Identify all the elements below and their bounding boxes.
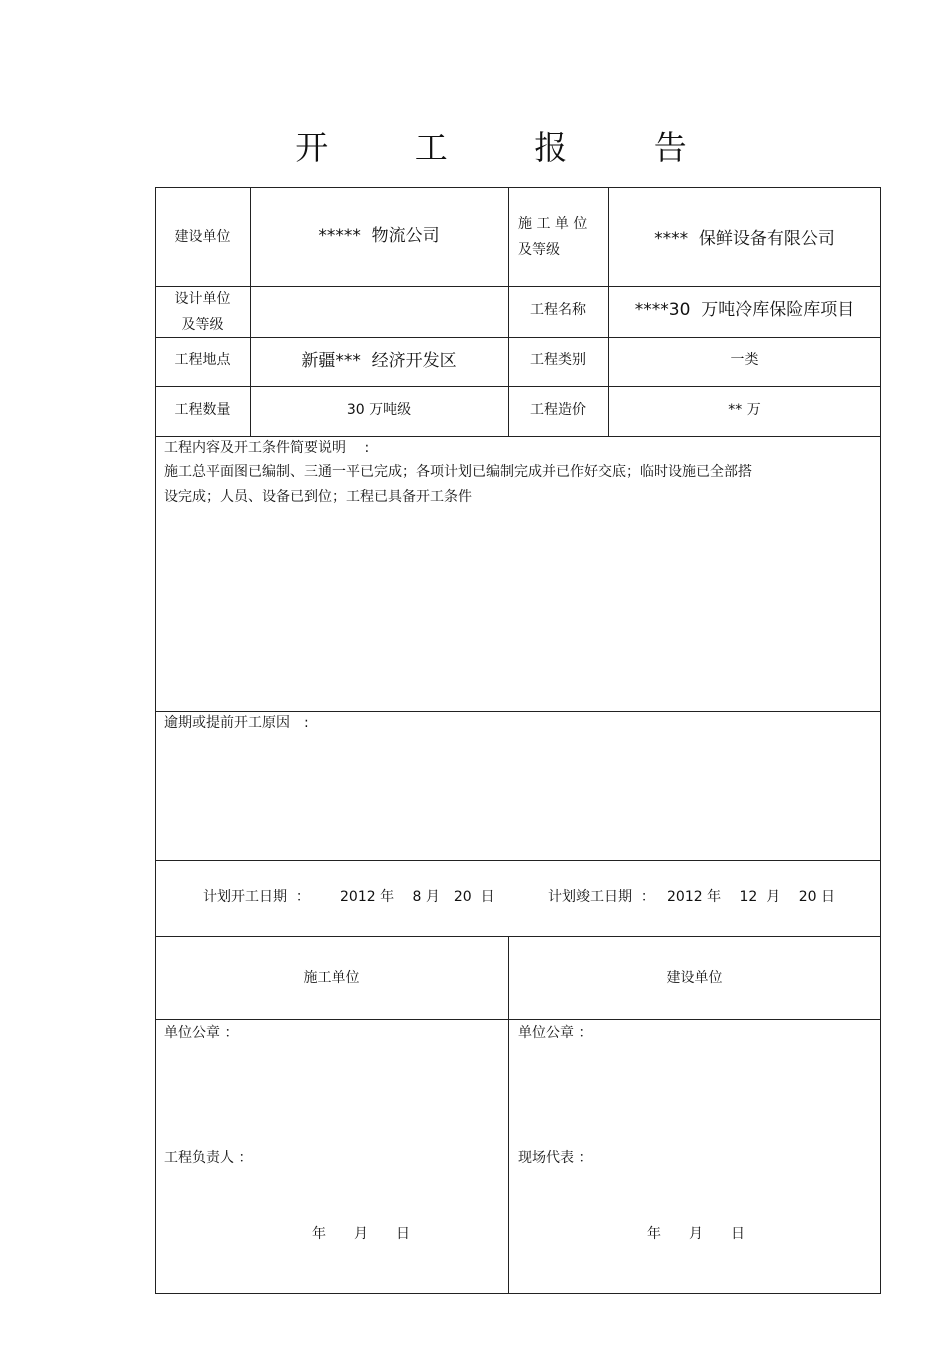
page-title: 开 工 报 告 [295,128,725,167]
contractor-label-line1: 施 工 单 位 [518,215,588,232]
project-name-value-text: ****30 万吨冷库保险库项目 [634,299,855,320]
contractor-signoff-header [155,936,508,1019]
owner-unit-label [155,187,250,286]
project-name-label [508,286,608,333]
project-category-value-text: 一类 [730,351,759,368]
quantity-value-text: 30 万吨级 [346,401,412,418]
location-value [250,337,508,384]
start-date-label: 计划开工日期 ： [203,889,310,905]
delay-heading: 逾期或提前开工原因 : [164,715,309,731]
content-heading: 工程内容及开工条件简要说明 : [164,440,370,456]
content-line-2: 设完成；人员、设备已到位；工程已具备开工条件 [164,489,472,505]
owner-seal-label: 单位公章 ： [518,1025,593,1041]
design-unit-label-line2: 及等级 [181,316,224,333]
contractor-label-line2: 及等级 [518,241,560,258]
row-divider [155,860,881,861]
project-category-label-text: 工程类别 [530,351,586,368]
contractor-signoff-header-text: 施工单位 [303,969,360,986]
location-label [155,337,250,382]
start-date-value: 2012 年 8 月 20 日 [340,889,495,905]
contractor-sign-date: 年 月 日 [312,1226,410,1242]
location-label-text: 工程地点 [174,351,231,368]
contractor-person-label: 工程负责人 ： [164,1150,253,1166]
owner-unit-value-text: ***** 物流公司 [318,225,440,246]
project-name-label-text: 工程名称 [530,301,586,318]
location-value-text: 新疆*** 经济开发区 [301,350,457,371]
design-unit-label [155,286,250,337]
design-unit-value [250,286,508,337]
contractor-seal-label: 单位公章 ： [164,1025,239,1041]
cost-value-text: ** 万 [728,401,761,418]
content-line-1: 施工总平面图已编制、三通一平已完成；各项计划已编制完成并已作好交底；临时设施已全部搭 [164,464,752,480]
owner-unit-label-text: 建设单位 [174,228,231,245]
contractor-label [508,187,608,286]
owner-signoff-header-text: 建设单位 [666,969,723,986]
contractor-value [608,187,881,291]
cost-value [608,386,881,433]
owner-sign-date: 年 月 日 [647,1226,745,1242]
contractor-value-text: **** 保鲜设备有限公司 [654,229,835,249]
owner-signoff-header [508,936,881,1019]
project-category-value [608,337,881,382]
owner-person-label: 现场代表 ： [518,1150,593,1166]
end-date-label: 计划竣工日期 ： [548,889,655,905]
owner-unit-value [250,187,508,284]
cost-label-text: 工程造价 [530,401,586,418]
design-unit-label-line1: 设计单位 [174,290,231,307]
row-divider [155,1019,881,1020]
quantity-label-text: 工程数量 [174,401,231,418]
project-name-value [608,286,881,333]
quantity-label [155,386,250,433]
quantity-value [250,386,508,433]
cost-label [508,386,608,433]
end-date-value: 2012 年 12 月 20 日 [667,889,835,905]
project-category-label [508,337,608,382]
